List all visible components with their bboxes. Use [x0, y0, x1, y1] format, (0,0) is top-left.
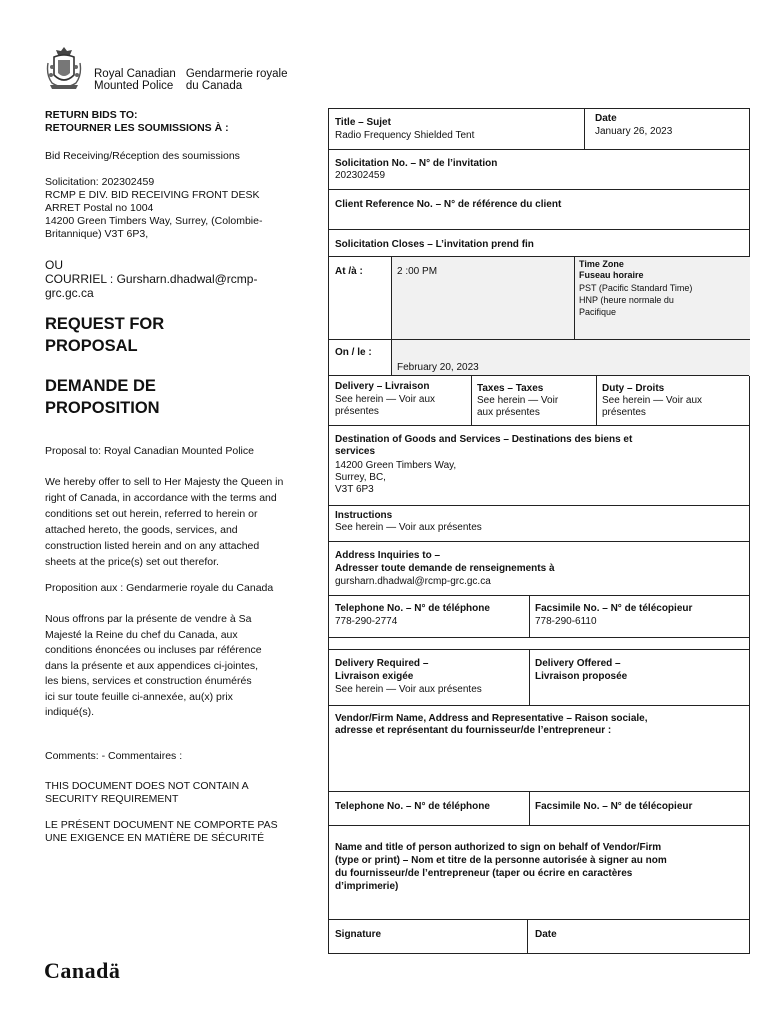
offer-fr-line: ici sur toute feuille ci-annexée, au(x) prix — [45, 690, 233, 703]
ou-text: OU — [45, 258, 63, 272]
offer-fr-line: indiqué(s). — [45, 706, 95, 718]
security-en-line2: SECURITY REQUIREMENT — [45, 793, 179, 805]
ddp-heading-line1: DEMANDE DE — [45, 377, 156, 395]
taxes-label: Taxes – Taxes — [477, 383, 544, 394]
delivery-label: Delivery – Livraison — [335, 381, 430, 392]
duty-value-line: See herein — Voir aux — [602, 395, 703, 406]
authorized-label-line: Name and title of person authorized to sign on behalf of Vendor/Firm — [335, 842, 662, 853]
delivery-offered-label2: Livraison proposée — [535, 671, 628, 682]
agency-fr-line2: du Canada — [185, 80, 243, 92]
solicitation-value: 202302459 — [335, 170, 386, 181]
offer-fr — [45, 612, 310, 721]
rfp-heading-line1: REQUEST FOR — [45, 315, 165, 333]
offer-en-line: construction listed herein and on any attached — [45, 540, 260, 552]
solicitation-label: Solicitation No. – N° de l’invitation — [335, 158, 498, 169]
return-bids-fr: RETOURNER LES SOUMISSIONS À : — [45, 122, 229, 134]
offer-fr-line: Majesté la Reine du chef du Canada, aux — [45, 628, 238, 641]
offer-en-line: right of Canada, in accordance with the terms and — [45, 492, 277, 504]
taxes-value-line: aux présentes — [477, 407, 540, 418]
delivery-required-label1: Delivery Required – — [335, 658, 429, 669]
proposition-aux: Proposition aux : Gendarmerie royale du Canada — [45, 582, 274, 594]
delivery-value-line: présentes — [335, 406, 379, 417]
address-line: 14200 Green Timbers Way, Surrey, (Colombie- — [45, 215, 263, 227]
security-fr-line2: UNE EXIGENCE EN MATIÈRE DE SÉCURITÉ — [45, 832, 265, 844]
duty-value — [602, 395, 702, 419]
offer-fr-line: Nous offrons par la présente de vendre à Sa — [45, 613, 252, 625]
on-label: On / le : — [335, 347, 372, 358]
return-bids-en: RETURN BIDS TO: — [45, 109, 138, 121]
inquiries-email[interactable]: gursharn.dhadwal@rcmp-grc.gc.ca — [335, 576, 491, 587]
time-value: 2 :00 PM — [397, 266, 438, 277]
at-label: At /à : — [335, 266, 363, 277]
instructions-label: Instructions — [335, 510, 393, 521]
authorized-label-line: du fournisseur/de l’entrepreneur (taper ou écrire en caractères — [335, 868, 633, 879]
offer-fr-line: conditions énoncées ou incluses par référence — [45, 644, 262, 656]
address-line: ARRET Postal no 1004 — [45, 202, 154, 214]
vendor-label-line: adresse et représentant du fournisseur/de l’entrepreneur : — [335, 725, 612, 736]
courriel-line1: COURRIEL : Gursharn.dhadwal@rcmp- — [45, 272, 258, 286]
tz-value-line: Pacifique — [579, 307, 617, 317]
time-shade — [391, 257, 750, 339]
destination-value-line: Surrey, BC, — [335, 472, 386, 483]
date-value: January 26, 2023 — [595, 126, 673, 137]
return-address — [45, 176, 310, 241]
duty-label: Duty – Droits — [602, 383, 665, 394]
destination-label-line: services — [335, 446, 376, 457]
signature-label: Signature — [335, 929, 382, 940]
tz-label2: Fuseau horaire — [579, 270, 644, 280]
security-en-line1: THIS DOCUMENT DOES NOT CONTAIN A — [45, 780, 249, 792]
offer-fr-line: dans la présente et aux appendices ci-jointes, — [45, 659, 259, 672]
courriel-line2: grc.gc.ca — [45, 286, 94, 300]
offer-en-line: conditions set out herein, referred to herein or — [45, 508, 258, 520]
agency-en-line2: Mounted Police — [94, 80, 174, 92]
delivery-required-label2: Livraison exigée — [335, 671, 414, 682]
authorized-person-label — [335, 841, 667, 893]
delivery-value-line: See herein — Voir aux — [335, 394, 436, 405]
facsimile-value: 778-290-6110 — [535, 616, 597, 627]
vendor-telephone-label: Telephone No. – N° de téléphone — [335, 801, 490, 812]
vendor-label — [335, 713, 648, 737]
address-line: RCMP E DIV. BID RECEIVING FRONT DESK — [45, 189, 260, 201]
tz-value-line: PST (Pacific Standard Time) — [579, 283, 693, 293]
client-ref-label: Client Reference No. – N° de référence du client — [335, 199, 562, 210]
telephone-value: 778-290-2774 — [335, 616, 398, 627]
taxes-value-line: See herein — Voir — [477, 395, 559, 406]
destination-label-line: Destination of Goods and Services – Destinations des biens et — [335, 434, 633, 445]
security-fr-line1: LE PRÉSENT DOCUMENT NE COMPORTE PAS — [45, 819, 278, 831]
telephone-label: Telephone No. – N° de téléphone — [335, 603, 490, 614]
rcmp-crest-logo — [44, 45, 84, 91]
destination-value-line: V3T 6P3 — [335, 484, 374, 495]
vendor-label-line: Vendor/Firm Name, Address and Representative – Raison sociale, — [335, 713, 648, 724]
delivery-offered-label1: Delivery Offered – — [535, 658, 621, 669]
rfp-heading-line2: PROPOSAL — [45, 337, 138, 355]
address-line: Britannique) V3T 6P3, — [45, 228, 149, 240]
closes-label: Solicitation Closes – L’invitation prend fin — [335, 239, 534, 250]
destination-value-line: 14200 Green Timbers Way, — [335, 460, 457, 471]
offer-fr-line: les biens, services et construction énumérés — [45, 675, 252, 687]
tz-label1: Time Zone — [579, 259, 624, 269]
proposal-to: Proposal to: Royal Canadian Mounted Police — [45, 445, 254, 457]
ddp-heading-line2: PROPOSITION — [45, 399, 160, 417]
instructions-value: See herein — Voir aux présentes — [335, 522, 482, 533]
destination-value — [335, 460, 456, 496]
delivery-value — [335, 394, 435, 418]
date-label: Date — [595, 113, 617, 124]
title-label: Title – Sujet — [335, 117, 391, 128]
destination-label — [335, 434, 632, 458]
agency-en-line1: Royal Canadian — [94, 68, 176, 80]
inquiries-label1: Address Inquiries to – — [335, 550, 441, 561]
taxes-value — [477, 395, 558, 419]
agency-fr-line1: Gendarmerie royale — [185, 68, 288, 80]
on-value: February 20, 2023 — [397, 362, 479, 373]
canada-wordmark: Canadä — [44, 958, 121, 983]
delivery-required-value: See herein — Voir aux présentes — [335, 684, 482, 695]
offer-en-line: attached hereto, the goods, services, and — [45, 524, 238, 536]
authorized-label-line: d’imprimerie) — [335, 881, 399, 892]
offer-en — [45, 474, 310, 570]
agency-name — [94, 68, 297, 92]
comments-label: Comments: - Commentaires : — [45, 750, 183, 762]
bid-receiving: Bid Receiving/Réception des soumissions — [45, 150, 240, 162]
facsimile-label: Facsimile No. – N° de télécopieur — [535, 603, 693, 614]
signature-date-label: Date — [535, 929, 557, 940]
tz-value-line: HNP (heure normale du — [579, 295, 674, 305]
offer-en-line: We hereby offer to sell to Her Majesty the Queen in — [45, 476, 284, 488]
offer-en-line: sheets at the price(s) set out therefor. — [45, 556, 219, 568]
tz-values — [579, 282, 692, 318]
title-value: Radio Frequency Shielded Tent — [335, 130, 475, 141]
authorized-label-line: (type or print) – Nom et titre de la personne autorisée à signer au nom — [335, 855, 667, 866]
vendor-facsimile-label: Facsimile No. – N° de télécopieur — [535, 801, 693, 812]
inquiries-label2: Adresser toute demande de renseignements à — [335, 563, 555, 574]
bid-form — [328, 108, 750, 954]
duty-value-line: présentes — [602, 407, 646, 418]
address-line: Solicitation: 202302459 — [45, 176, 155, 188]
